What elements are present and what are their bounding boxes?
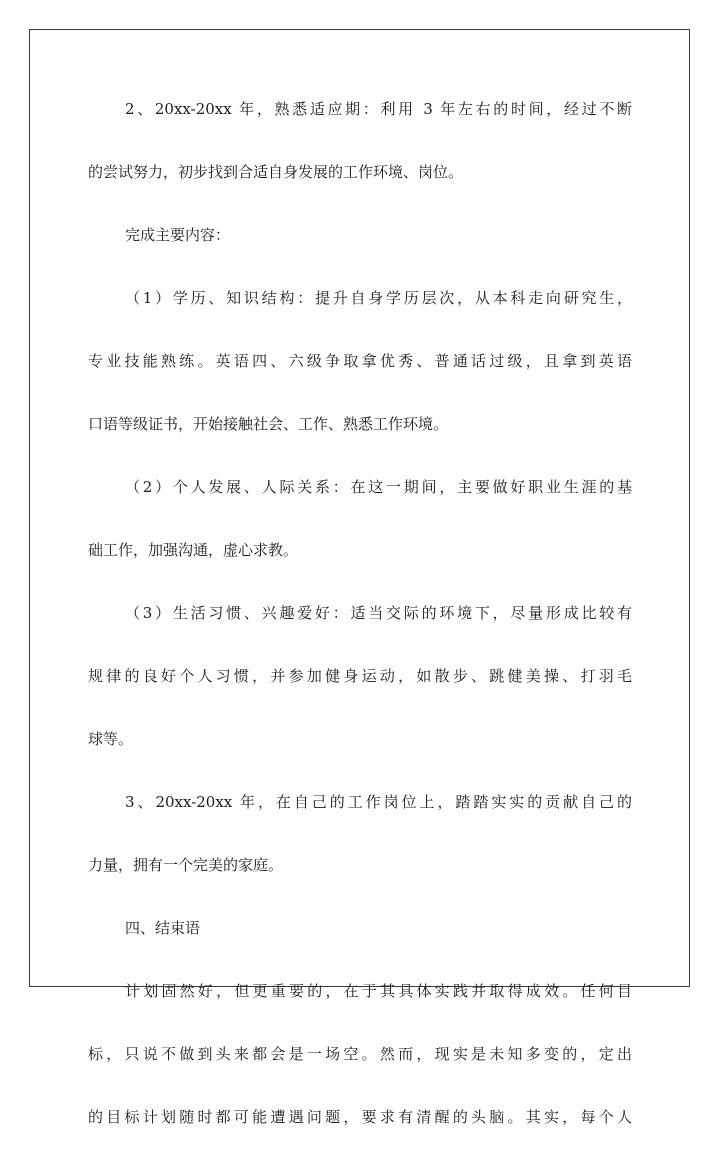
section-heading: 四、结束语 <box>125 919 201 937</box>
paragraph-line: 专业技能熟练。英语四、六级争取拿优秀、普通话过级，且拿到英语 <box>88 352 632 370</box>
section-heading: 完成主要内容： <box>125 226 231 244</box>
paragraph-line: 规律的良好个人习惯，并参加健身运动，如散步、跳健美操、打羽毛 <box>88 667 632 685</box>
paragraph-line: 球等。 <box>88 730 134 748</box>
paragraph-line: 的目标计划随时都可能遭遇问题，要求有清醒的头脑。其实，每个人 <box>88 1108 632 1126</box>
paragraph-line: （1）学历、知识结构：提升自身学历层次，从本科走向研究生， <box>125 289 632 307</box>
paragraph-line: 3、20xx-20xx 年，在自己的工作岗位上，踏踏实实的贡献自己的 <box>125 793 632 811</box>
paragraph-line: 标，只说不做到头来都会是一场空。然而，现实是未知多变的，定出 <box>88 1045 632 1063</box>
paragraph-line: 口语等级证书，开始接触社会、工作、熟悉工作环境。 <box>88 415 449 433</box>
document-body <box>88 94 632 1165</box>
paragraph-line: 的尝试努力，初步找到合适自身发展的工作环境、岗位。 <box>88 163 464 181</box>
paragraph-line: 础工作，加强沟通，虚心求教。 <box>88 541 299 559</box>
paragraph-line: 力量，拥有一个完美的家庭。 <box>88 856 284 874</box>
paragraph-line: 计划固然好，但更重要的，在于其具体实践并取得成效。任何目 <box>125 982 632 1000</box>
paragraph-line: 2、20xx-20xx 年，熟悉适应期：利用 3 年左右的时间，经过不断 <box>125 100 632 118</box>
paragraph-line: （3）生活习惯、兴趣爱好：适当交际的环境下，尽量形成比较有 <box>125 604 632 622</box>
paragraph-line: （2）个人发展、人际关系：在这一期间，主要做好职业生涯的基 <box>125 478 632 496</box>
